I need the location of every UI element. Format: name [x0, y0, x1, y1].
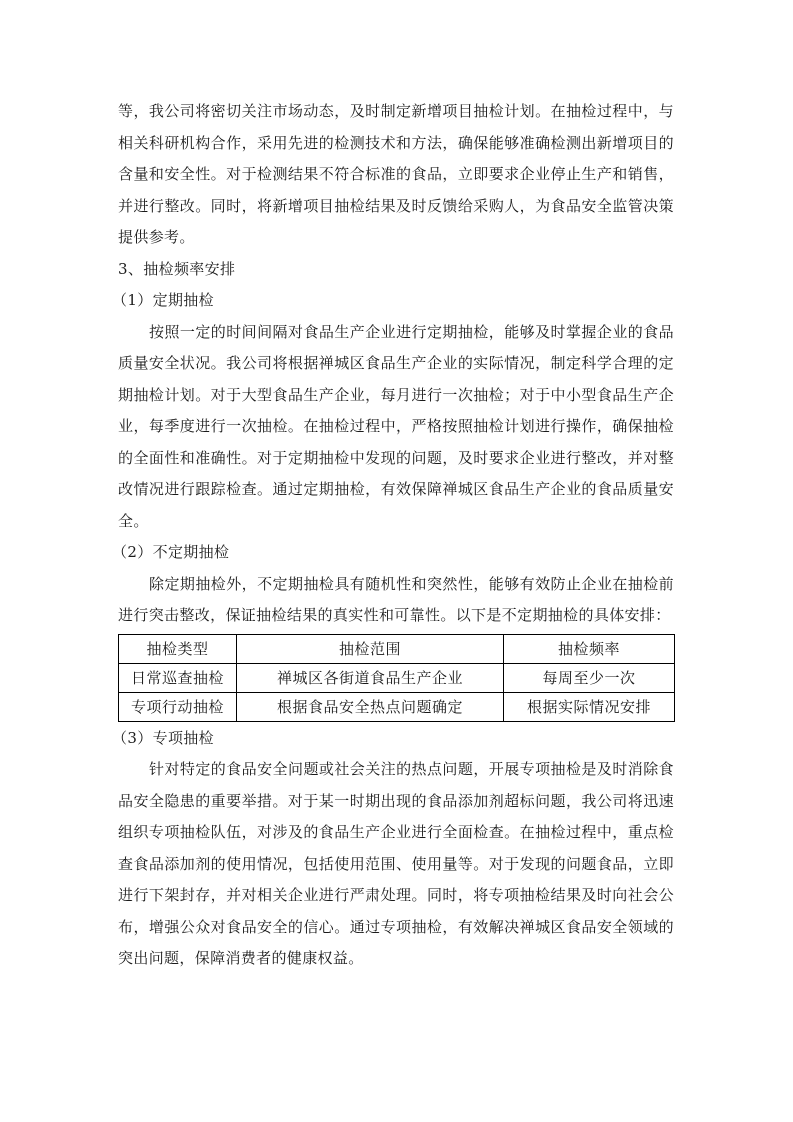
subsection-heading-regular: （1）定期抽检 — [112, 291, 214, 309]
table-header-cell: 抽检类型 — [119, 634, 237, 663]
table-header-cell: 抽检频率 — [504, 634, 675, 663]
document-page — [112, 96, 674, 975]
subsection-heading-special: （3）专项抽检 — [112, 728, 214, 747]
table-cell: 根据食品安全热点问题确定 — [237, 692, 504, 721]
table-cell: 禅城区各街道食品生产企业 — [237, 663, 504, 692]
inspection-schedule-table — [118, 634, 675, 722]
irregular-inspection-paragraph: 除定期抽检外，不定期抽检具有随机性和突然性，能够有效防止企业在抽检前进行突击整改，保证抽检结果的真实性和可靠性。以下是不定期抽检的具体安排： — [118, 574, 674, 624]
table-cell: 专项行动抽检 — [119, 692, 237, 721]
table-header-row — [119, 634, 675, 663]
table-cell: 日常巡查抽检 — [119, 663, 237, 692]
table-cell: 根据实际情况安排 — [504, 692, 675, 721]
intro-paragraph: 等，我公司将密切关注市场动态，及时制定新增项目抽检计划。在抽检过程中，与相关科研机构合作，采用先进的检测技术和方法，确保能够准确检测出新增项目的含量和安全性。对于检测结果不符合标准的食品，立即要求企业停止生产和销售，并进行整改。同时，将新增项目抽检结果及时反馈给采购人，为食品安全监管决策提供参考。 — [118, 102, 674, 246]
subsection-heading-irregular: （2）不定期抽检 — [112, 543, 230, 561]
table-row — [119, 663, 675, 692]
table-cell: 每周至少一次 — [504, 663, 675, 692]
table-row — [119, 692, 675, 721]
table-header-cell: 抽检范围 — [237, 634, 504, 663]
regular-inspection-paragraph: 按照一定的时间间隔对食品生产企业进行定期抽检，能够及时掌握企业的食品质量安全状况。我公司将根据禅城区食品生产企业的实际情况，制定科学合理的定期抽检计划。对于大型食品生产企业，每月进行一次抽检；对于中小型食品生产企业，每季度进行一次抽检。在抽检过程中，严格按照抽检计划进行操作，确保抽检的全面性和准确性。对于定期抽检中发现的问题，及时要求企业进行整改，并对整改情况进行跟踪检查。通过定期抽检，有效保障禅城区食品生产企业的食品质量安全。 — [118, 322, 674, 530]
section-heading: 3、抽检频率安排 — [118, 259, 236, 278]
special-inspection-paragraph: 针对特定的食品安全问题或社会关注的热点问题，开展专项抽检是及时消除食品安全隐患的重要举措。对于某一时期出现的食品添加剂超标问题，我公司将迅速组织专项抽检队伍，对涉及的食品生产企业进行全面检查。在抽检过程中，重点检查食品添加剂的使用情况，包括使用范围、使用量等。对于发现的问题食品，立即进行下架封存，并对相关企业进行严肃处理。同时，将专项抽检结果及时向社会公布，增强公众对食品安全的信心。通过专项抽检，有效解决禅城区食品安全领域的突出问题，保障消费者的健康权益。 — [118, 760, 674, 967]
